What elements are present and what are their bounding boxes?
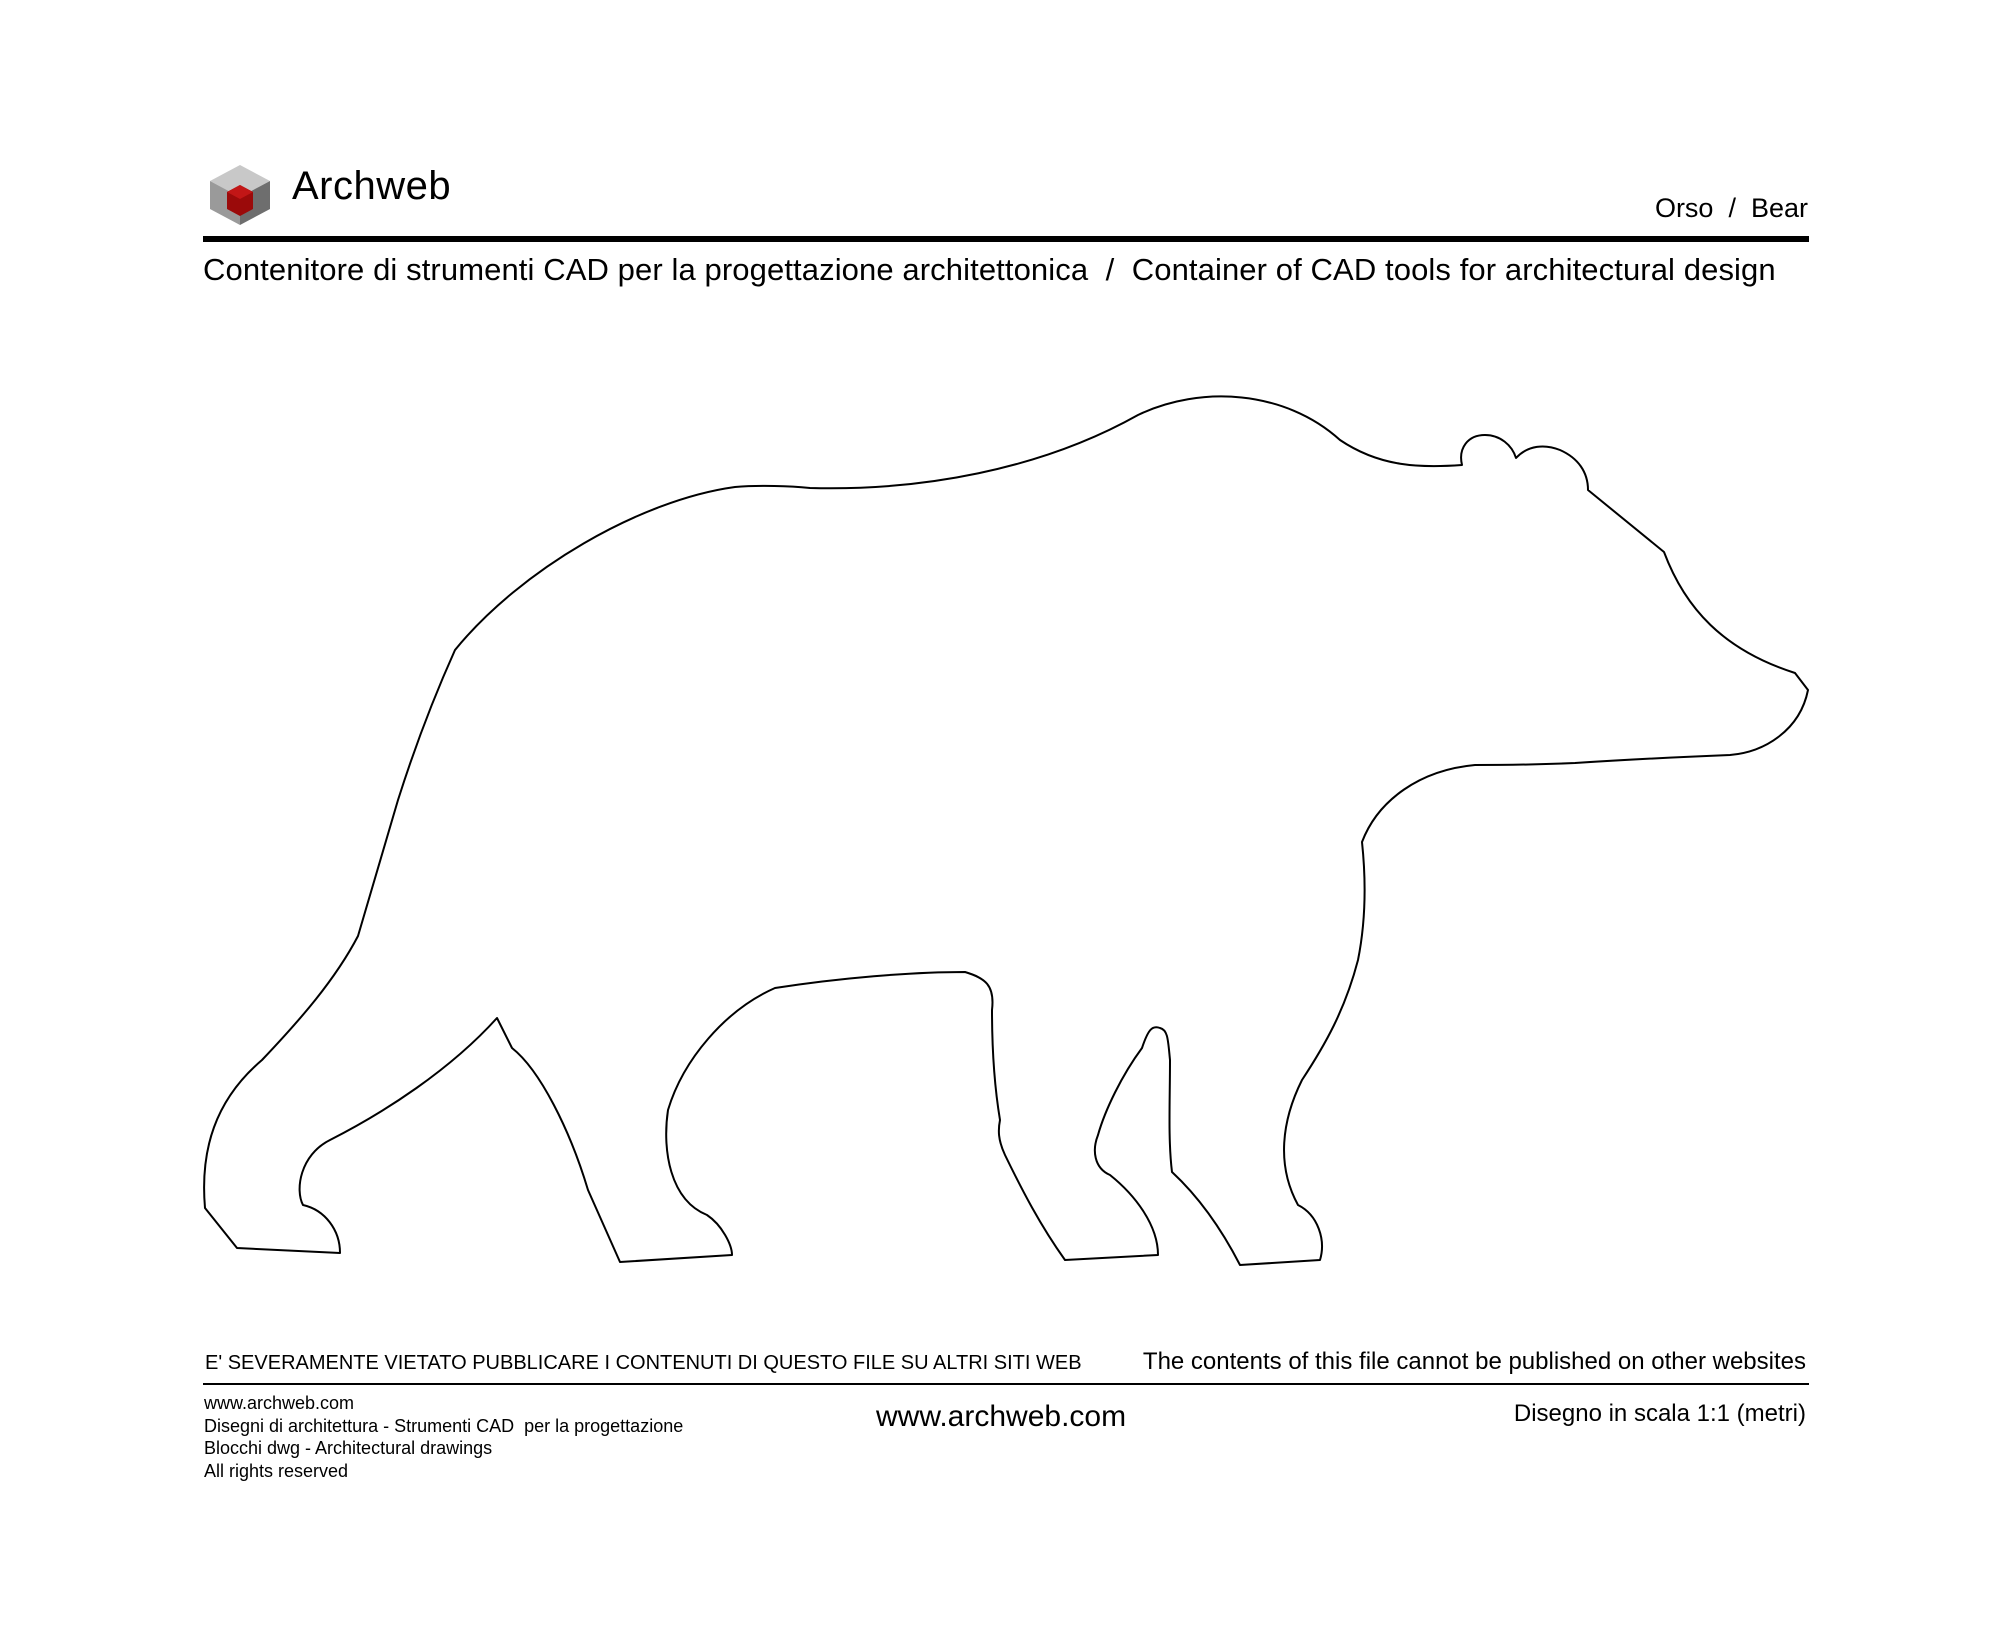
drawing-title: Orso / Bear (1654, 193, 1808, 223)
scale-note: Disegno in scala 1:1 (metri) (1513, 1400, 1806, 1427)
copyright-warning-english: The contents of this file cannot be published on other websites (1142, 1348, 1806, 1375)
footer-line-description: Disegni di architettura - Strumenti CAD per la progettazione (204, 1415, 684, 1436)
footer-line-blocks: Blocchi dwg - Architectural drawings (204, 1438, 493, 1458)
brand-name: Archweb (292, 164, 452, 208)
footer-line-site: www.archweb.com (204, 1393, 355, 1413)
footer-info (204, 1392, 683, 1482)
tagline: Contenitore di strumenti CAD per la progettazione architettonica / Container of CAD tools for architectural design (203, 252, 1776, 287)
footer-website-link[interactable]: www.archweb.com (876, 1400, 1127, 1433)
footer-line-rights: All rights reserved (204, 1460, 349, 1481)
footer-divider (203, 1383, 1809, 1385)
bear-outline (204, 396, 1808, 1265)
copyright-warning-italian: E' SEVERAMENTE VIETATO PUBBLICARE I CONTENUTI DI QUESTO FILE SU ALTRI SITI WEB (205, 1352, 1082, 1374)
